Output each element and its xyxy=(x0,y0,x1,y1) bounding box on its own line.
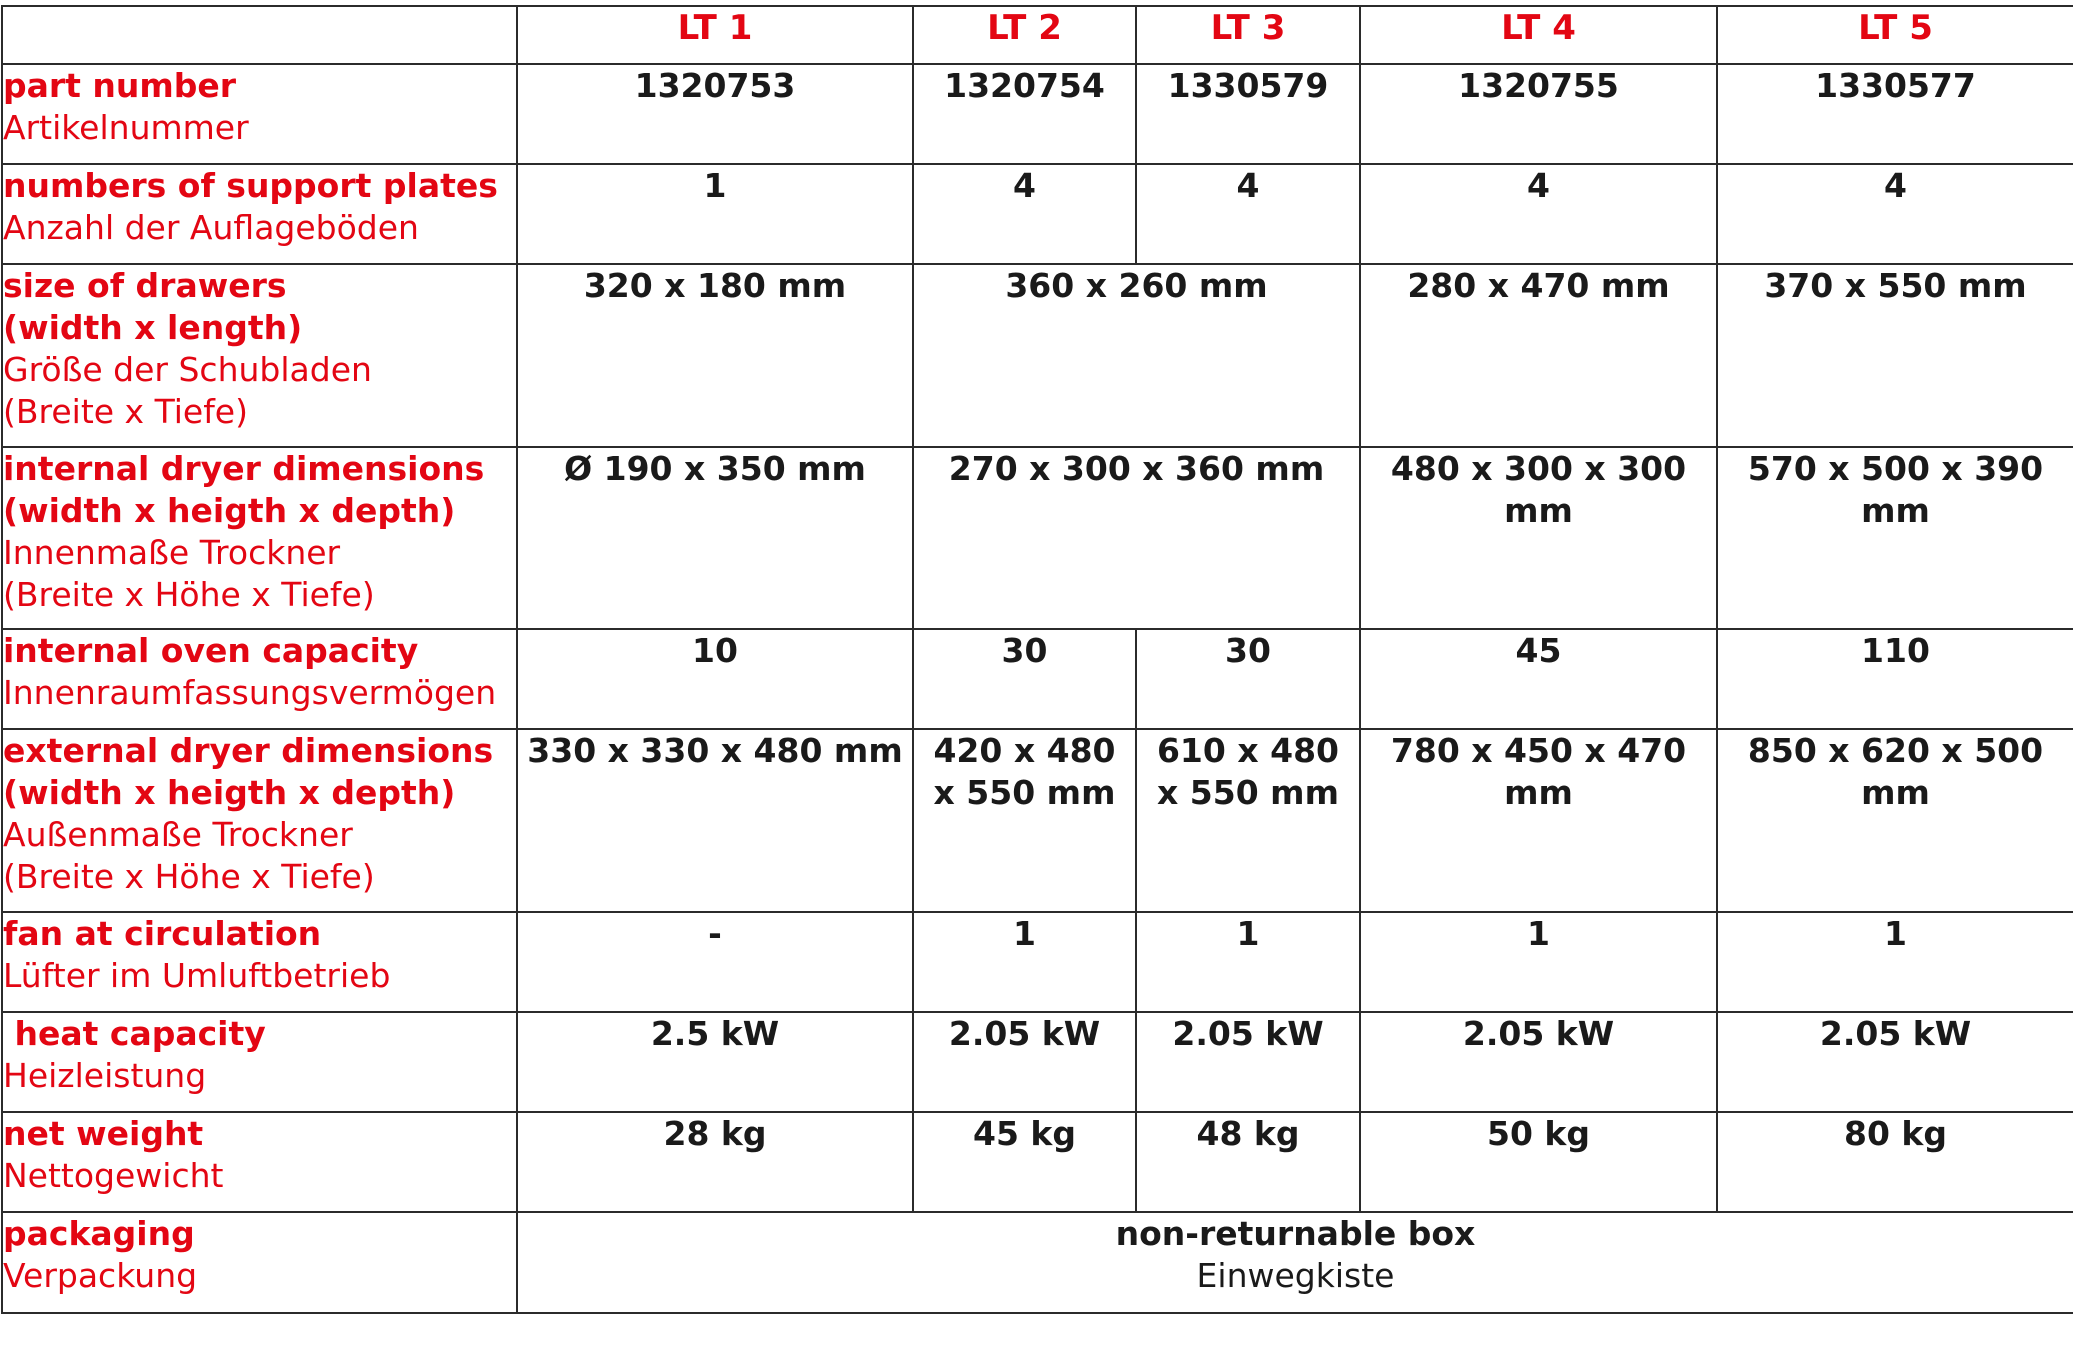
cell-lt4: 1 xyxy=(1360,912,1717,1012)
column-header-lt1: LT 1 xyxy=(517,6,913,64)
row-label-oven-capacity xyxy=(2,629,517,729)
cell-lt4 xyxy=(1360,729,1717,912)
label-de: Heizleistung xyxy=(3,1056,207,1095)
cell-lt5: 370 x 550 mm xyxy=(1717,264,2073,447)
value-line: 610 x 480 xyxy=(1156,731,1340,770)
cell-lt1: 2.5 kW xyxy=(517,1012,913,1112)
label-en: internal dryer dimensions xyxy=(3,449,485,488)
cell-lt5: 1330577 xyxy=(1717,64,2073,164)
table-row xyxy=(2,264,2073,447)
cell-lt5: 2.05 kW xyxy=(1717,1012,2073,1112)
cell-lt3: 2.05 kW xyxy=(1136,1012,1360,1112)
cell-lt3: 4 xyxy=(1136,164,1360,264)
row-label-part-number xyxy=(2,64,517,164)
cell-lt1: Ø 190 x 350 mm xyxy=(517,447,913,629)
label-de: Außenmaße Trockner xyxy=(3,815,353,854)
table-row xyxy=(2,1212,2073,1313)
cell-lt1: 10 xyxy=(517,629,913,729)
row-label-fan xyxy=(2,912,517,1012)
label-de: (Breite x Höhe x Tiefe) xyxy=(3,575,375,614)
label-de: Verpackung xyxy=(3,1256,198,1295)
cell-packaging-all xyxy=(517,1212,2073,1313)
row-label-packaging xyxy=(2,1212,517,1313)
cell-lt1: 320 x 180 mm xyxy=(517,264,913,447)
label-de: Innenmaße Trockner xyxy=(3,533,341,572)
label-en: packaging xyxy=(3,1214,195,1253)
label-en: numbers of support plates xyxy=(3,166,498,205)
row-label-net-weight xyxy=(2,1112,517,1212)
label-de: Lüfter im Umluftbetrieb xyxy=(3,956,391,995)
value-line: 780 x 450 x 470 xyxy=(1390,731,1687,770)
cell-lt2-lt3: 270 x 300 x 360 mm xyxy=(913,447,1360,629)
value-line: x 550 mm xyxy=(933,773,1116,812)
table-row xyxy=(2,1012,2073,1112)
label-de: Größe der Schubladen xyxy=(3,350,372,389)
column-header-lt5: LT 5 xyxy=(1717,6,2073,64)
label-en: part number xyxy=(3,66,237,105)
cell-lt4 xyxy=(1360,447,1717,629)
cell-lt4: 45 xyxy=(1360,629,1717,729)
cell-lt3: 30 xyxy=(1136,629,1360,729)
table-row xyxy=(2,629,2073,729)
cell-lt1: 1320753 xyxy=(517,64,913,164)
label-de: (Breite x Höhe x Tiefe) xyxy=(3,857,375,896)
cell-lt1: 28 kg xyxy=(517,1112,913,1212)
value-line: 570 x 500 x 390 xyxy=(1747,449,2044,488)
row-label-drawer-size xyxy=(2,264,517,447)
cell-lt5: 1 xyxy=(1717,912,2073,1012)
table-row xyxy=(2,447,2073,629)
label-en: fan at circulation xyxy=(3,914,322,953)
table-row xyxy=(2,1112,2073,1212)
value-line: 420 x 480 xyxy=(933,731,1116,770)
cell-lt5 xyxy=(1717,729,2073,912)
header-row xyxy=(2,6,2073,64)
cell-lt5: 110 xyxy=(1717,629,2073,729)
label-en: (width x heigth x depth) xyxy=(3,773,456,812)
cell-lt2: 45 kg xyxy=(913,1112,1136,1212)
label-en: net weight xyxy=(3,1114,204,1153)
cell-lt4: 280 x 470 mm xyxy=(1360,264,1717,447)
cell-lt3: 48 kg xyxy=(1136,1112,1360,1212)
value-line: mm xyxy=(1861,491,1930,530)
cell-lt2: 2.05 kW xyxy=(913,1012,1136,1112)
row-label-internal-dimensions xyxy=(2,447,517,629)
row-label-heat-capacity xyxy=(2,1012,517,1112)
row-label-external-dimensions xyxy=(2,729,517,912)
cell-lt4: 4 xyxy=(1360,164,1717,264)
value-line: x 550 mm xyxy=(1157,773,1339,812)
cell-lt5: 80 kg xyxy=(1717,1112,2073,1212)
label-de: Artikelnummer xyxy=(3,108,249,147)
spec-table xyxy=(1,5,2073,1314)
label-de: Nettogewicht xyxy=(3,1156,224,1195)
cell-lt2: 30 xyxy=(913,629,1136,729)
cell-lt1: 1 xyxy=(517,164,913,264)
label-en: external dryer dimensions xyxy=(3,731,494,770)
cell-lt3: 1 xyxy=(1136,912,1360,1012)
label-en: (width x length) xyxy=(3,308,303,347)
cell-lt3 xyxy=(1136,729,1360,912)
label-de: (Breite x Tiefe) xyxy=(3,392,248,431)
value-line: mm xyxy=(1504,773,1573,812)
cell-lt5: 4 xyxy=(1717,164,2073,264)
cell-lt2: 1 xyxy=(913,912,1136,1012)
label-de: Innenraumfassungsvermögen xyxy=(3,673,497,712)
label-en: (width x heigth x depth) xyxy=(3,491,456,530)
label-en: internal oven capacity xyxy=(3,631,419,670)
cell-lt2: 1320754 xyxy=(913,64,1136,164)
packaging-value-de: Einwegkiste xyxy=(1196,1256,1395,1295)
packaging-value-en: non-returnable box xyxy=(1115,1214,1476,1253)
column-header-lt2: LT 2 xyxy=(913,6,1136,64)
value-line: mm xyxy=(1861,773,1930,812)
table-row xyxy=(2,729,2073,912)
value-line: 480 x 300 x 300 xyxy=(1390,449,1687,488)
cell-lt4: 2.05 kW xyxy=(1360,1012,1717,1112)
cell-lt2-lt3: 360 x 260 mm xyxy=(913,264,1360,447)
value-line: 850 x 620 x 500 xyxy=(1747,731,2044,770)
column-header-lt4: LT 4 xyxy=(1360,6,1717,64)
table-row xyxy=(2,912,2073,1012)
table-row xyxy=(2,164,2073,264)
cell-lt2 xyxy=(913,729,1136,912)
corner-cell xyxy=(2,6,517,64)
row-label-support-plates xyxy=(2,164,517,264)
label-en: heat capacity xyxy=(3,1014,266,1053)
cell-lt4: 50 kg xyxy=(1360,1112,1717,1212)
cell-lt1: 330 x 330 x 480 mm xyxy=(517,729,913,912)
table-row xyxy=(2,64,2073,164)
cell-lt2: 4 xyxy=(913,164,1136,264)
column-header-lt3: LT 3 xyxy=(1136,6,1360,64)
value-line: mm xyxy=(1504,491,1573,530)
cell-lt4: 1320755 xyxy=(1360,64,1717,164)
cell-lt5 xyxy=(1717,447,2073,629)
label-de: Anzahl der Auflageböden xyxy=(3,208,419,247)
cell-lt1: - xyxy=(517,912,913,1012)
cell-lt3: 1330579 xyxy=(1136,64,1360,164)
label-en: size of drawers xyxy=(3,266,287,305)
